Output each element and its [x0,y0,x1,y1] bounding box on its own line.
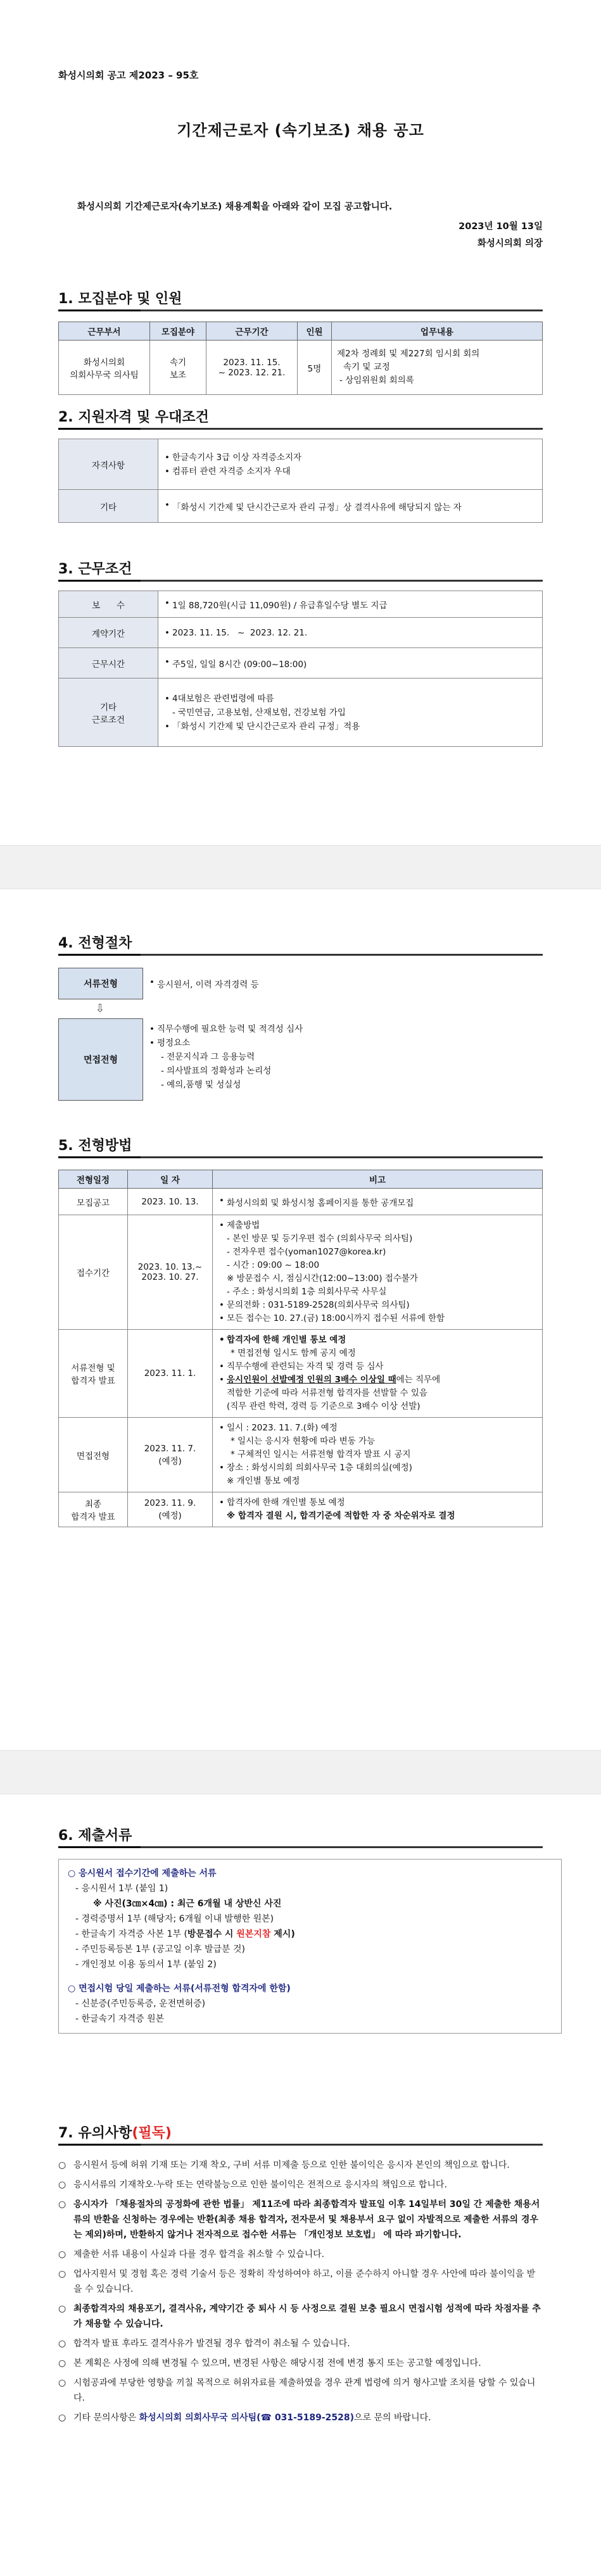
work-conditions-table [58,591,543,747]
col-field: 모집분야 [150,322,206,341]
col-count: 인원 [298,322,332,341]
section-6-title: 6. 제출서류 [58,1825,543,1848]
notice-title: 기간제근로자 (속기보조) 채용 공고 [177,122,424,139]
row1-stage: 모집공고 [59,1189,128,1215]
field-cell: 속기 보조 [150,341,206,395]
note-5: ○ 업사지원서 및 경험 혹은 경력 기술서 등은 정확히 작성하여야 하고, 이를 준수하지 아니할 경우 사안에 따라 불이익을 받을 수 있습니다. [58,2269,536,2294]
row1-date: 2023. 10. 13. [128,1189,213,1215]
note-10: ○ 기타 문의사항은 화성시의회 의회사무국 의사팀(☎ 031-5189-2528)으로 문의 바랍니다. [58,2413,431,2423]
row4-date: 2023. 11. 7. (예정) [128,1418,213,1492]
issuer: 화성시의회 의장 [477,239,543,249]
col-date: 일 자 [128,1170,213,1189]
section-2-title: 2. 지원자격 및 우대조건 [58,406,543,430]
doc-group-2-title: ○ 면접시험 당일 제출하는 서류(서류전형 합격자에 한함) [68,1984,291,1994]
page-3 [0,1794,601,2576]
row2-stage: 접수기간 [59,1215,128,1330]
dept-cell: 화성시의회 의회사무국 의사팀 [59,341,150,395]
other-conditions-text: • 4대보험은 관련법령에 따름 - 국민연금, 고용보험, 산재보험, 건강보험 가입 • 「화성시 기간제 및 단시간근로자 관리 규정」적용 [158,678,543,747]
stage-document-label: 서류전형 [58,968,143,999]
contract-text: • 2023. 11. 15. ~ 2023. 12. 21. [158,618,543,648]
stage-interview-text: • 직무수행에 필요한 능력 및 적격성 심사 • 평정요소 - 전문지식과 그 응용능력 - 의사발표의 정확성과 논리성 - 예의,품행 및 성실성 [143,1018,543,1101]
row3-note: • 합격자에 한해 개인별 통보 예정 * 면접전형 일시도 함께 공지 예정 • 직무수행에 관련되는 자격 및 경력 등 심사 • 응시인원이 선발예정 인원의 3배수 이상일 때에는 직무에 적합한 기준에 따라 서류전형 합격자를 선발할 수 있음 (직무 관련 학력, 경력 등 기준으로 3배수 이상 선발) [213,1330,543,1418]
col-note: 비고 [213,1170,543,1189]
other-conditions-label: 기타 근로조건 [59,678,158,747]
etc-label: 기타 [59,490,158,523]
documents-box: ○ 응시원서 접수기간에 제출하는 서류 - 응시원서 1부 (붙임 1) ※ 사진(3㎝×4㎝) : 최근 6개월 내 상반신 사진 - 경력증명서 1부 (해당자; 6개월 이내 발행한 원본) - 한글속기 자격증 사본 1부 (방문접수 시 원본지참 제시) - 주민등록등본 1부 (공고일 이후 발급분 것) - 개인정보 이용 동의서 1부 (붙임 2) ○ 면접시험 당일 제출하는 서류(서류전형 합격자에 한함) - 신분증(주민등록증, 운전면허증) - 한글속기 자격증 원본 [58,1859,562,2034]
hours-text: • 주5일, 일일 8시간 (09:00~18:00) [158,648,543,678]
row5-note: • 합격자에 한해 개인별 통보 예정 ※ 합격자 결원 시, 합격기준에 적합한 자 중 차순위자로 결정 [213,1492,543,1527]
row2-date: 2023. 10. 13.~ 2023. 10. 27. [128,1215,213,1330]
qualification-table [58,439,543,523]
etc-text: • 「화성시 기간제 및 단시간근로자 관리 규정」상 결격사유에 해당되지 않는 자 [158,490,543,523]
qual-label: 자격사항 [59,439,158,490]
note-8: ○ 본 계획은 사정에 의해 변경될 수 있으며, 변경된 사항은 해당시점 전에 변경 통지 또는 공고할 예정입니다. [58,2358,481,2368]
duty-cell: 제2차 정례회 및 제227회 임시회 회의 속기 및 교정 - 상임위원회 회의록 [332,341,543,395]
col-duty: 업무내용 [332,322,543,341]
col-dept: 근무부서 [59,322,150,341]
page-gap-2 [0,1750,601,1794]
note-7: ○ 합격자 발표 후라도 결격사유가 발견될 경우 합격이 취소될 수 있습니다. [58,2339,350,2349]
page-1 [0,0,601,845]
notice-date: 2023년 10월 13일 [459,222,543,232]
col-period: 근무기간 [206,322,298,341]
hours-label: 근무시간 [59,648,158,678]
row3-stage: 서류전형 및 합격자 발표 [59,1330,128,1418]
pay-text: • 1일 88,720원(시급 11,090원) / 유급휴일수당 별도 지급 [158,591,543,618]
section-7-title: 7. 유의사항(필독) [58,2122,543,2146]
note-2: ○ 응시서류의 기재착오·누락 또는 연락불능으로 인한 불이익은 전적으로 응시자의 책임으로 합니다. [58,2180,447,2190]
row4-note: • 일시 : 2023. 11. 7.(화) 예정 * 일시는 응시자 현황에 따라 변동 가능 * 구체적인 일시는 서류전형 합격자 발표 시 공지 • 장소 : 화성시의회 의회사무국 1층 대회의실(예정) ※ 개인별 통보 예정 [213,1418,543,1492]
pay-label: 보 수 [59,591,158,618]
row1-note: • 화성시의회 및 화성시청 홈페이지를 통한 공개모집 [213,1189,543,1215]
page-gap-1 [0,845,601,889]
page-2 [0,889,601,1750]
row2-note: • 제출방법 - 본인 방문 및 등기우편 접수 (의회사무국 의사팀) - 전자우편 접수(yoman1027@korea.kr) - 시간 : 09:00 ~ 18:00 ※ 방문접수 시, 점심시간(12:00~13:00) 접수불가 - 주소 : 화성시의회 1층 의회사무국 사무실 • 문의전화 : 031-5189-2528(의회사무국 의사팀) • 모든 접수는 10. 27.(금) 18:00시까지 접수된 서류에 한함 [213,1215,543,1330]
intro-text: 화성시의회 기간제근로자(속기보조) 채용계획을 아래와 같이 모집 공고합니다. [77,202,393,212]
section-4-title: 4. 전형절차 [58,932,543,956]
note-9: ○ 시험공과에 부당한 영향을 끼칠 목적으로 허위자료를 제출하였을 경우 관계 법령에 의거 형사고발 조치를 당할 수 있습니다. [58,2378,536,2403]
stage-document-text: • 응시원서, 이력 자격경력 등 [143,968,543,999]
note-6: ○ 최종합격자의 채용포기, 결격사유, 계약기간 중 퇴사 시 등 사정으로 결원 보충 필요시 면접시험 성적에 따라 차점자를 추가 채용할 수 있습니다. [58,2304,541,2329]
period-cell: 2023. 11. 15. ~ 2023. 12. 21. [206,341,298,395]
stage-interview-label: 면접전형 [58,1018,143,1101]
contract-label: 계약기간 [59,618,158,648]
doc-group-1-title: ○ 응시원서 접수기간에 제출하는 서류 [68,1868,217,1879]
qual-items: • 한글속기사 3급 이상 자격증소지자 • 컴퓨터 관련 자격증 소지자 우대 [158,439,543,490]
recruit-table [58,322,543,395]
notes-list [58,2158,543,2430]
note-4: ○ 제출한 서류 내용이 사실과 다를 경우 합격을 취소할 수 있습니다. [58,2249,325,2260]
stage-arrow: ⇩ [95,1002,105,1015]
notice-number: 화성시의회 공고 제2023 – 95호 [58,70,199,81]
note-1: ○ 응시원서 등에 허위 기재 또는 기재 착오, 구비 서류 미제출 등으로 인한 불이익은 응시자 본인의 책임으로 합니다. [58,2160,510,2170]
stage-document [58,968,543,999]
selection-table [58,1170,543,1527]
row5-stage: 최종 합격자 발표 [59,1492,128,1527]
section-1-title: 1. 모집분야 및 인원 [58,288,543,311]
row5-date: 2023. 11. 9. (예정) [128,1492,213,1527]
count-cell: 5명 [298,341,332,395]
section-5-title: 5. 전형방법 [58,1135,543,1158]
row4-stage: 면접전형 [59,1418,128,1492]
note-3: ○ 응시자가 「채용절차의 공정화에 관한 법률」 제11조에 따라 최종합격자 발표일 이후 14일부터 30일 간 제출한 채용서류의 반환을 신청하는 경우에는 반환(최종 채용 합격자, 전자문서 및 채용부서 요구 없이 자발적으로 제출한 서류의 경우는 제외)하며, 반환하지 않거나 전자적으로 접수한 서류는 「개인정보 보호법」 에 따라 파기합니다. [58,2199,540,2240]
section-3-title: 3. 근무조건 [58,558,543,582]
row3-date: 2023. 11. 1. [128,1330,213,1418]
stage-interview [58,1018,543,1101]
col-stage: 전형일정 [59,1170,128,1189]
